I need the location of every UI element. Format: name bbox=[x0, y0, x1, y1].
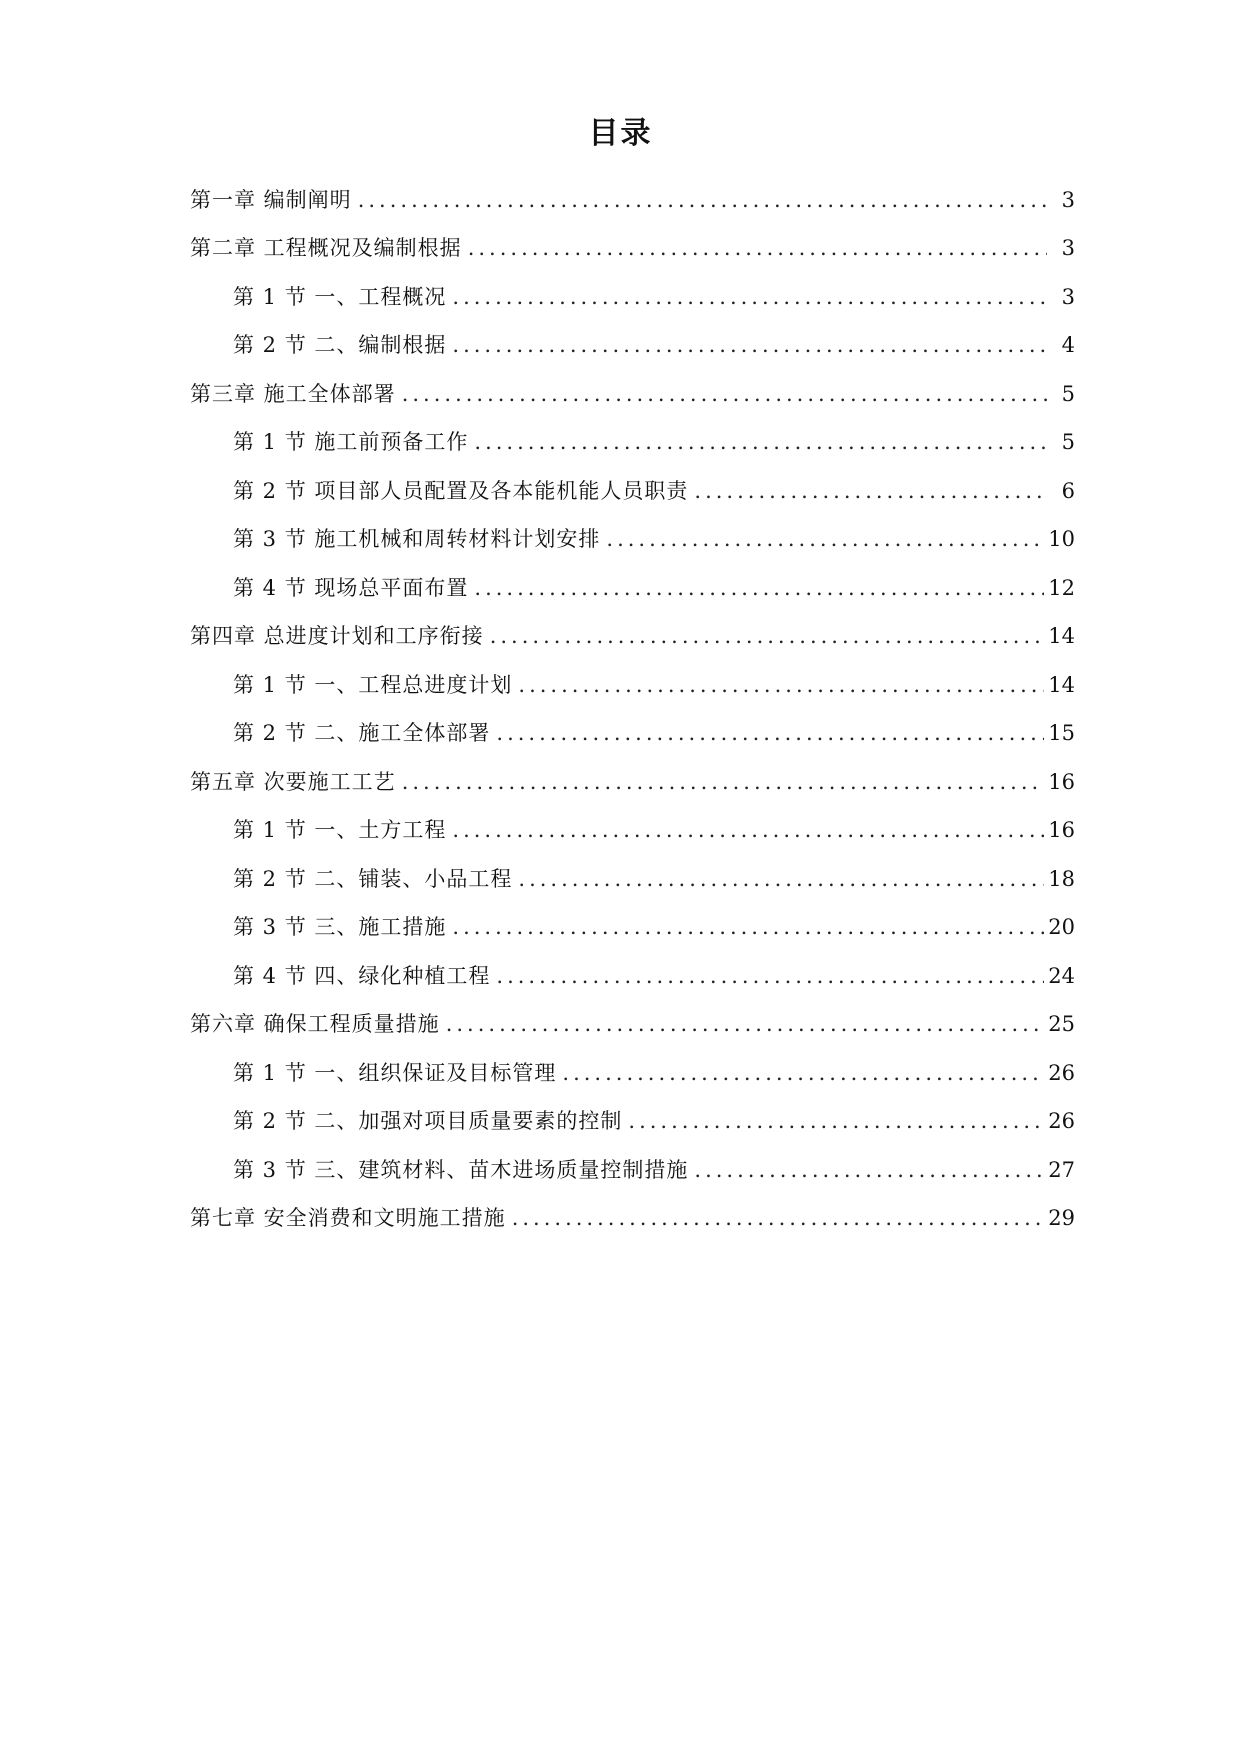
toc-chapter-entry[interactable] bbox=[190, 747, 1075, 796]
toc-entry-label: 第 1 节 一、组织保证及目标管理 bbox=[233, 1060, 557, 1085]
toc-entry-label: 第 1 节 一、土方工程 bbox=[233, 818, 447, 842]
toc-entry-label: 第一章 编制阐明 bbox=[190, 187, 352, 212]
toc-dot-leader bbox=[452, 913, 1044, 941]
toc-chapter-entry[interactable] bbox=[190, 359, 1075, 408]
toc-entry-label: 第 1 节 施工前预备工作 bbox=[233, 430, 469, 454]
toc-entry-label: 第 2 节 二、铺装、小品工程 bbox=[233, 866, 513, 891]
toc-dot-leader bbox=[628, 1107, 1044, 1135]
toc-dot-leader bbox=[402, 380, 1047, 408]
toc-page-number: 3 bbox=[1061, 236, 1075, 260]
toc-section-entry[interactable] bbox=[190, 1038, 1075, 1087]
toc-page-number: 5 bbox=[1061, 381, 1075, 406]
toc-entry-label: 第七章 安全消费和文明施工措施 bbox=[190, 1206, 506, 1230]
toc-dot-leader bbox=[452, 816, 1044, 844]
toc-entry-label: 第 4 节 四、绿化种植工程 bbox=[233, 963, 491, 988]
toc-page-number: 25 bbox=[1048, 1012, 1075, 1036]
toc-page-number: 27 bbox=[1048, 1157, 1075, 1182]
toc-dot-leader bbox=[452, 331, 1047, 359]
toc-chapter-entry[interactable] bbox=[190, 1184, 1075, 1233]
toc-section-entry[interactable] bbox=[190, 1087, 1075, 1136]
toc-entry-label: 第四章 总进度计划和工序衔接 bbox=[190, 624, 484, 648]
toc-entry-label: 第三章 施工全体部署 bbox=[190, 381, 396, 406]
toc-entry-label: 第 3 节 三、建筑材料、苗木进场质量控制措施 bbox=[233, 1157, 689, 1182]
toc-dot-leader bbox=[562, 1059, 1044, 1087]
toc-entry-label: 第 4 节 现场总平面布置 bbox=[233, 575, 469, 600]
toc-dot-leader bbox=[490, 622, 1045, 650]
toc-page-number: 15 bbox=[1048, 721, 1075, 745]
toc-dot-leader bbox=[474, 428, 1047, 456]
toc-section-entry[interactable] bbox=[190, 456, 1075, 505]
toc-page-number: 24 bbox=[1048, 963, 1075, 988]
toc-section-entry[interactable] bbox=[190, 262, 1075, 311]
toc-dot-leader bbox=[694, 1156, 1044, 1184]
toc-page-number: 26 bbox=[1048, 1109, 1075, 1133]
toc-page-number: 16 bbox=[1048, 769, 1075, 794]
toc-dot-leader bbox=[358, 186, 1047, 214]
toc-section-entry[interactable] bbox=[190, 650, 1075, 699]
toc-page-number: 10 bbox=[1048, 527, 1075, 551]
toc-list bbox=[190, 165, 1075, 1232]
toc-page-number: 3 bbox=[1061, 187, 1075, 212]
toc-dot-leader bbox=[496, 719, 1044, 747]
toc-page-number: 18 bbox=[1048, 866, 1075, 891]
toc-section-entry[interactable] bbox=[190, 311, 1075, 360]
toc-page-number: 5 bbox=[1061, 430, 1075, 454]
toc-section-entry[interactable] bbox=[190, 699, 1075, 748]
toc-page-number: 12 bbox=[1048, 575, 1075, 600]
toc-dot-leader bbox=[606, 525, 1044, 553]
toc-section-entry[interactable] bbox=[190, 505, 1075, 554]
toc-title: 目录 bbox=[588, 116, 653, 151]
toc-dot-leader bbox=[694, 477, 1047, 505]
toc-page-number: 6 bbox=[1061, 478, 1075, 503]
toc-chapter-entry[interactable] bbox=[190, 990, 1075, 1039]
toc-section-entry[interactable] bbox=[190, 941, 1075, 990]
toc-page-number: 26 bbox=[1048, 1060, 1075, 1085]
toc-entry-label: 第 2 节 项目部人员配置及各本能机能人员职责 bbox=[233, 478, 689, 503]
toc-dot-leader bbox=[518, 671, 1044, 699]
toc-entry-label: 第 1 节 一、工程总进度计划 bbox=[233, 672, 513, 697]
toc-dot-leader bbox=[446, 1010, 1045, 1038]
toc-dot-leader bbox=[452, 283, 1047, 311]
toc-entry-label: 第 2 节 二、加强对项目质量要素的控制 bbox=[233, 1109, 623, 1133]
toc-page-number: 16 bbox=[1048, 818, 1075, 842]
toc-section-entry[interactable] bbox=[190, 796, 1075, 845]
toc-chapter-entry[interactable] bbox=[190, 165, 1075, 214]
toc-section-entry[interactable] bbox=[190, 893, 1075, 942]
toc-dot-leader bbox=[512, 1204, 1045, 1232]
toc-page-number: 20 bbox=[1048, 915, 1075, 939]
toc-chapter-entry[interactable] bbox=[190, 602, 1075, 651]
toc-page-number: 4 bbox=[1061, 333, 1075, 357]
toc-page-number: 14 bbox=[1048, 672, 1075, 697]
toc-entry-label: 第 2 节 二、编制根据 bbox=[233, 333, 447, 357]
toc-dot-leader bbox=[474, 574, 1044, 602]
toc-entry-label: 第 2 节 二、施工全体部署 bbox=[233, 721, 491, 745]
toc-entry-label: 第五章 次要施工工艺 bbox=[190, 769, 396, 794]
toc-section-entry[interactable] bbox=[190, 844, 1075, 893]
toc-page-number: 29 bbox=[1048, 1206, 1075, 1230]
toc-page-number: 14 bbox=[1048, 624, 1075, 648]
toc-section-entry[interactable] bbox=[190, 408, 1075, 457]
toc-dot-leader bbox=[468, 234, 1047, 262]
toc-dot-leader bbox=[518, 865, 1044, 893]
toc-chapter-entry[interactable] bbox=[190, 214, 1075, 263]
toc-entry-label: 第二章 工程概况及编制根据 bbox=[190, 236, 462, 260]
toc-entry-label: 第六章 确保工程质量措施 bbox=[190, 1012, 440, 1036]
toc-section-entry[interactable] bbox=[190, 553, 1075, 602]
toc-entry-label: 第 3 节 施工机械和周转材料计划安排 bbox=[233, 527, 601, 551]
toc-page-number: 3 bbox=[1061, 284, 1075, 309]
toc-section-entry[interactable] bbox=[190, 1135, 1075, 1184]
toc-dot-leader bbox=[402, 768, 1045, 796]
toc-entry-label: 第 1 节 一、工程概况 bbox=[233, 284, 447, 309]
toc-entry-label: 第 3 节 三、施工措施 bbox=[233, 915, 447, 939]
toc-dot-leader bbox=[496, 962, 1044, 990]
